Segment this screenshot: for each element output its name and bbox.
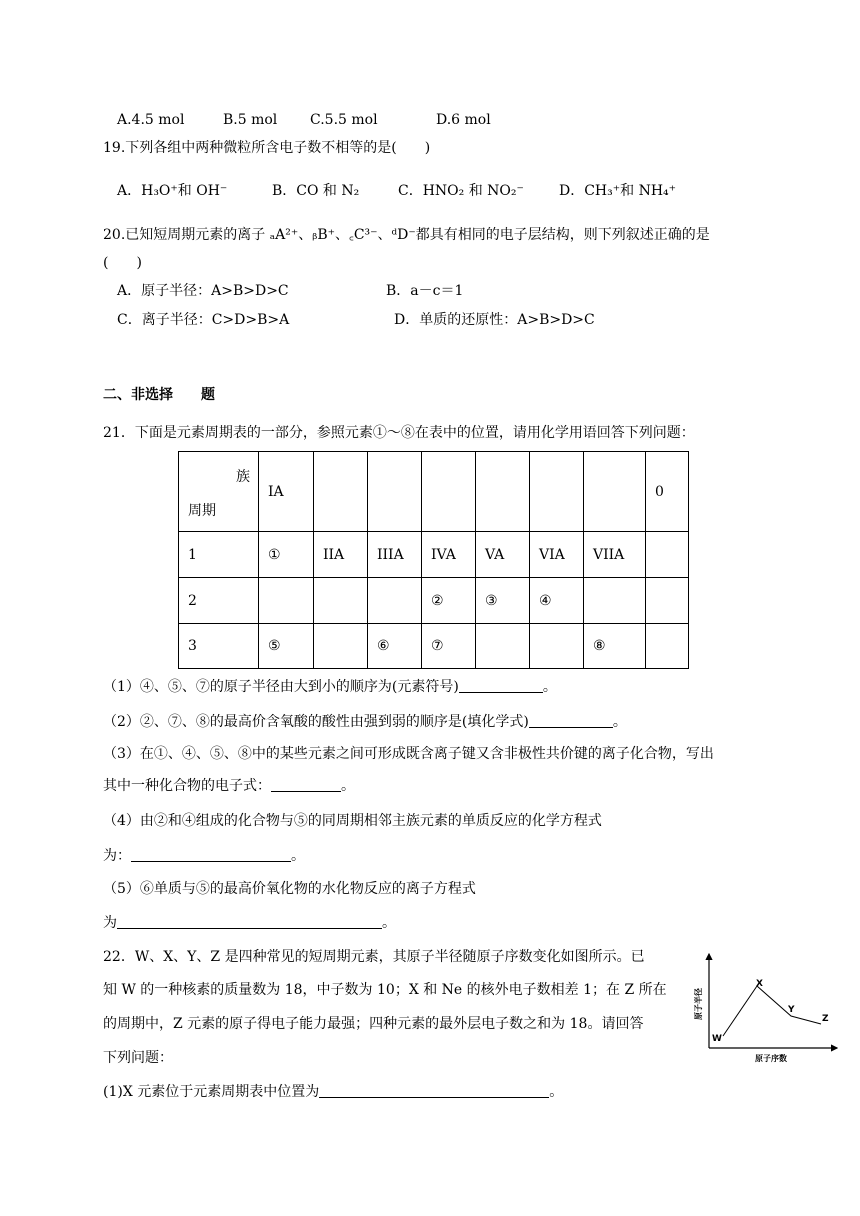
table-corner-cell xyxy=(179,452,259,532)
q21-part4-text: 为： xyxy=(103,848,131,864)
table-cell: ⑥ xyxy=(368,624,422,669)
q19-option-d: D．CH₃⁺和 NH₄⁺ xyxy=(559,183,677,199)
table-cell: VIA xyxy=(530,532,584,578)
q20-option-a: A．原子半径：A>B>D>C xyxy=(117,283,289,299)
table-cell: ③ xyxy=(476,578,530,624)
table-cell: ② xyxy=(422,578,476,624)
q22-part1 xyxy=(103,1083,563,1101)
y-axis-label: 原子半径 xyxy=(694,988,703,1020)
q21-part4-end: 。 xyxy=(291,848,305,864)
q21-part4-line2 xyxy=(103,847,305,865)
table-row xyxy=(179,624,689,669)
point-label-y: Y xyxy=(788,1005,795,1015)
answer-blank[interactable] xyxy=(529,713,613,728)
table-cell xyxy=(530,624,584,669)
table-cell: 1 xyxy=(179,532,259,578)
point-label-z: Z xyxy=(822,1014,829,1024)
table-cell: 0 xyxy=(646,452,689,532)
table-cell: IIIA xyxy=(368,532,422,578)
point-label-x: X xyxy=(756,979,763,989)
q21-part3-end: 。 xyxy=(341,778,355,794)
periodic-table-fragment xyxy=(178,451,689,669)
q18-option-d: D.6 mol xyxy=(436,112,491,128)
table-cell xyxy=(259,578,314,624)
table-cell: ⑧ xyxy=(584,624,646,669)
q22-line4: 下列问题： xyxy=(103,1050,173,1066)
q21-part2 xyxy=(103,713,627,731)
q21-part5-end: 。 xyxy=(382,915,396,931)
q20-stem: 20.已知短周期元素的离子 ₐA²⁺、ᵦB⁺、꜀C³⁻、ᵈD⁻都具有相同的电子层结构，则下列叙述正确的是 xyxy=(103,227,710,243)
table-cell: 2 xyxy=(179,578,259,624)
table-cell: VIIA xyxy=(584,532,646,578)
table-header-row xyxy=(179,452,689,532)
q19-stem: 19.下列各组中两种微粒所含电子数不相等的是( ) xyxy=(103,140,431,156)
table-cell xyxy=(584,578,646,624)
table-cell xyxy=(646,578,689,624)
table-row xyxy=(179,532,689,578)
table-row xyxy=(179,578,689,624)
q21-part3-text: 其中一种化合物的电子式： xyxy=(103,778,271,794)
q19-option-b: B．CO 和 N₂ xyxy=(272,183,360,199)
table-cell xyxy=(314,624,368,669)
q21-part1-end: 。 xyxy=(542,679,557,695)
q20-answer-paren: ( ) xyxy=(103,255,142,271)
table-cell: ④ xyxy=(530,578,584,624)
q21-part4-line1: （4）由②和④组成的化合物与⑤的同周期相邻主族元素的单质反应的化学方程式 xyxy=(103,813,602,829)
answer-blank[interactable] xyxy=(117,914,382,929)
point-label-w: W xyxy=(712,1034,722,1044)
q21-part2-text: （2）②、⑦、⑧的最高价含氧酸的酸性由强到弱的顺序是(填化学式) xyxy=(103,714,529,730)
answer-blank[interactable] xyxy=(271,777,341,792)
table-cell xyxy=(530,452,584,532)
section-heading: 二、非选择 题 xyxy=(103,387,215,403)
q20-option-c: C．离子半径：C>D>B>A xyxy=(117,312,290,328)
table-cell: ① xyxy=(259,532,314,578)
q18-option-b: B.5 mol xyxy=(223,112,278,128)
answer-blank[interactable] xyxy=(459,678,543,693)
table-cell: 3 xyxy=(179,624,259,669)
q22-line2: 知 W 的一种核素的质量数为 18，中子数为 10；X 和 Ne 的核外电子数相差 1；在 Z 所在 xyxy=(103,982,667,998)
q21-part3-line1: （3）在①、④、⑤、⑧中的某些元素之间可形成既含离子键又含非极性共价键的离子化合物，写出 xyxy=(103,746,714,762)
q21-stem: 21．下面是元素周期表的一部分，参照元素①～⑧在表中的位置，请用化学用语回答下列问题： xyxy=(103,425,695,441)
q20-option-b: B．a－c＝1 xyxy=(386,283,464,299)
q18-option-a: A.4.5 mol xyxy=(117,112,185,128)
q21-part5-line2 xyxy=(103,914,396,932)
table-cell: IIA xyxy=(314,532,368,578)
atomic-radius-graph xyxy=(694,948,843,1068)
table-cell xyxy=(422,452,476,532)
table-cell: VA xyxy=(476,532,530,578)
q21-part5-line1: （5）⑥单质与⑤的最高价氧化物的水化物反应的离子方程式 xyxy=(103,881,476,897)
answer-blank[interactable] xyxy=(319,1083,549,1098)
x-axis-label: 原子序数 xyxy=(755,1054,787,1063)
q21-part1-text: （1）④、⑤、⑦的原子半径由大到小的顺序为(元素符号) xyxy=(103,679,459,695)
table-cell xyxy=(368,452,422,532)
table-cell xyxy=(646,532,689,578)
table-cell: IA xyxy=(259,452,314,532)
q22-line1: 22．W、X、Y、Z 是四种常见的短周期元素，其原子半径随原子序数变化如图所示。已 xyxy=(103,949,645,965)
table-cell xyxy=(646,624,689,669)
q21-part3-line2 xyxy=(103,777,355,795)
corner-period-label: 周期 xyxy=(188,503,216,519)
table-cell xyxy=(314,452,368,532)
q20-option-d: D．单质的还原性：A>B>D>C xyxy=(394,312,595,328)
q19-option-a: A．H₃O⁺和 OH⁻ xyxy=(117,183,228,199)
table-cell: ⑤ xyxy=(259,624,314,669)
q21-part2-end: 。 xyxy=(612,714,627,730)
table-cell xyxy=(584,452,646,532)
q21-part1 xyxy=(103,678,557,696)
table-cell xyxy=(314,578,368,624)
table-cell xyxy=(476,452,530,532)
table-cell xyxy=(368,578,422,624)
table-cell: IVA xyxy=(422,532,476,578)
q19-option-c: C．HNO₂ 和 NO₂⁻ xyxy=(398,183,524,199)
q21-part5-text: 为 xyxy=(103,915,117,931)
corner-group-label: 族 xyxy=(236,469,250,485)
table-cell xyxy=(476,624,530,669)
table-cell: ⑦ xyxy=(422,624,476,669)
q22-part1-text: (1)X 元素位于元素周期表中位置为 xyxy=(103,1084,320,1100)
q22-line3: 的周期中，Z 元素的原子得电子能力最强；四种元素的最外层电子数之和为 18。请回答 xyxy=(103,1016,644,1032)
q18-option-c: C.5.5 mol xyxy=(310,112,378,128)
radius-curve xyxy=(723,986,821,1036)
answer-blank[interactable] xyxy=(131,847,291,862)
q22-part1-end: 。 xyxy=(549,1084,564,1100)
